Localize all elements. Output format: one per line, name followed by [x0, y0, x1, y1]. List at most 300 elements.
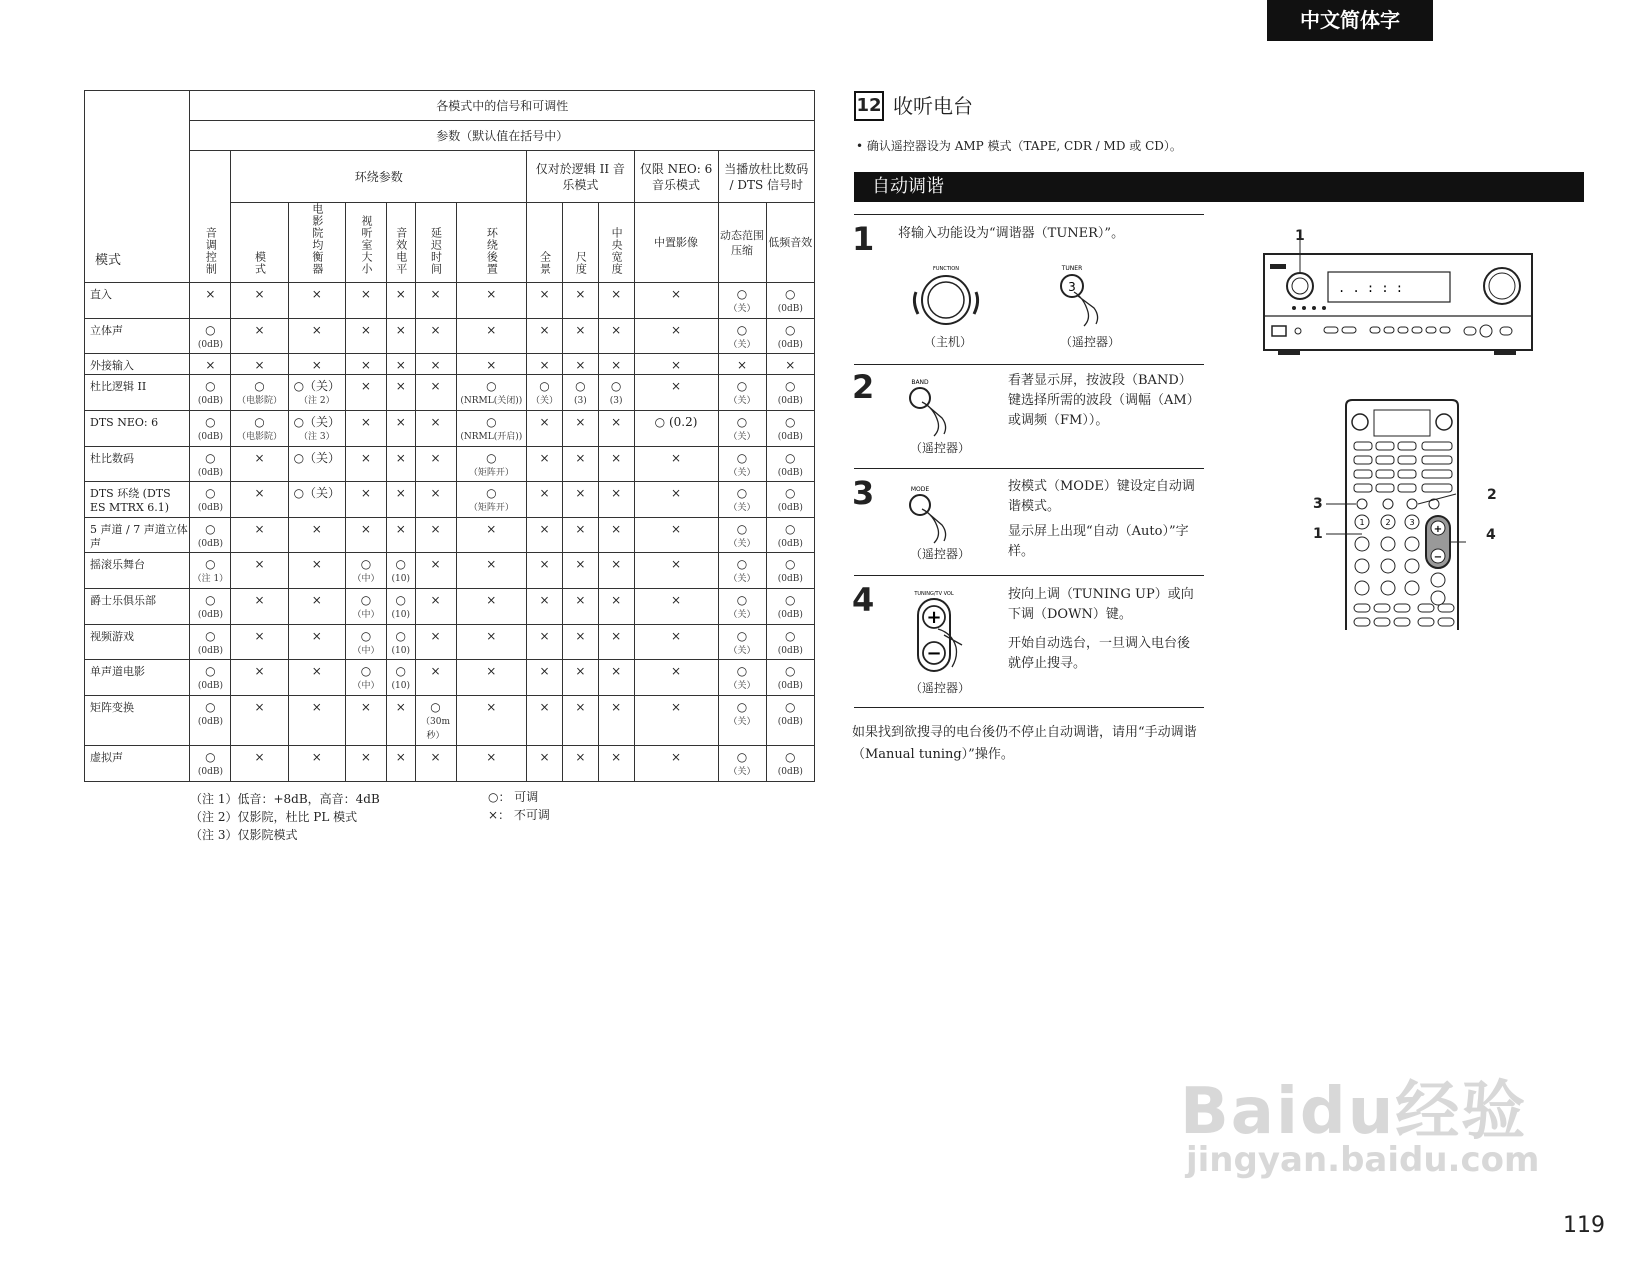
table-cell — [456, 589, 527, 625]
default-value: (0dB) — [777, 717, 803, 727]
mode-name: 虚拟声 — [85, 746, 190, 782]
default-value: （中） — [352, 645, 380, 656]
table-row — [85, 354, 815, 375]
table-cell — [527, 354, 563, 375]
default-value: (0dB) — [197, 538, 223, 549]
table-cell — [288, 553, 345, 589]
table-cell — [231, 624, 288, 660]
default-value: (0dB) — [777, 681, 803, 692]
adjustability-symbol: ○ — [736, 628, 748, 643]
adjustability-symbol: × — [430, 287, 441, 301]
table-cell — [562, 482, 598, 518]
divider — [854, 214, 1204, 215]
table-cell — [231, 482, 288, 518]
adjustability-symbol: ○ — [486, 486, 497, 501]
adjustability-symbol: ○（关） — [293, 486, 341, 501]
table-cell — [527, 589, 563, 625]
adjustability-symbol: × — [575, 486, 586, 501]
table-cell — [598, 446, 634, 482]
adjustability-symbol: ○ — [205, 521, 216, 536]
tuning-up-down-button-icon — [904, 589, 976, 677]
default-value: （关） — [728, 610, 756, 621]
adjustability-symbol: ○ — [360, 593, 372, 608]
table-cell — [718, 482, 766, 518]
default-value: (0dB) — [197, 681, 223, 692]
adjustability-symbol: × — [395, 486, 406, 501]
header-surround-back: 环绕後置 — [456, 203, 527, 283]
default-value: (0dB) — [777, 503, 803, 514]
table-row — [85, 589, 815, 625]
mode-name: 单声道电影 — [85, 660, 190, 696]
default-value: (0dB) — [777, 339, 803, 350]
table-cell — [766, 589, 814, 625]
adjustability-symbol: ○ — [785, 287, 796, 301]
table-cell — [386, 696, 415, 746]
adjustability-symbol: × — [539, 521, 550, 536]
adjustability-symbol: × — [575, 322, 586, 337]
table-cell — [598, 589, 634, 625]
mode-name: 直入 — [85, 283, 190, 319]
language-tab: 中文简体字 — [1267, 0, 1433, 41]
table-cell — [527, 482, 563, 518]
caption-remote: （遥控器） — [1059, 335, 1120, 349]
table-cell — [456, 624, 527, 660]
table-cell — [527, 283, 563, 319]
callout-label: 3 — [1313, 496, 1323, 512]
header-dolby-dts: 当播放杜比数码 / DTS 信号时 — [718, 151, 815, 203]
table-cell — [288, 589, 345, 625]
step-number: 2 — [852, 368, 875, 406]
svg-text:MODE: MODE — [910, 486, 930, 493]
divider — [854, 364, 1204, 365]
receiver-front-panel-diagram — [1258, 232, 1538, 362]
adjustability-symbol: × — [611, 628, 622, 643]
watermark-logo: Baidu经验 — [1180, 1075, 1528, 1149]
svg-text:1: 1 — [1359, 518, 1365, 527]
step-number: 4 — [852, 581, 875, 619]
adjustability-symbol: × — [611, 593, 622, 608]
table-cell — [562, 318, 598, 354]
adjustability-symbol: × — [360, 521, 371, 536]
adjustability-symbol: × — [486, 593, 497, 608]
step-text: 将输入功能设为“调谐器（TUNER）”。 — [898, 226, 1125, 241]
adjustability-symbol: ○ — [486, 379, 497, 394]
adjustability-symbol: ○ — [430, 700, 441, 714]
adjustability-symbol: × — [575, 358, 586, 373]
table-cell — [718, 283, 766, 319]
mode-button-icon — [906, 483, 966, 545]
adjustability-symbol: ○ — [785, 486, 796, 501]
table-cell — [190, 410, 231, 446]
divider — [854, 575, 1204, 576]
table-cell — [231, 589, 288, 625]
table-cell — [345, 696, 386, 746]
header-center-image: 中置影像 — [634, 203, 718, 283]
adjustability-symbol: × — [254, 664, 265, 679]
table-cell — [415, 446, 456, 482]
adjustability-symbol: × — [430, 750, 441, 765]
default-value: （30m 秒） — [421, 717, 451, 741]
header-effect-level: 音效电平 — [386, 203, 415, 283]
table-cell — [634, 746, 718, 782]
table-cell — [527, 446, 563, 482]
default-value: (0dB) — [777, 538, 803, 549]
default-value: (0dB) — [197, 503, 223, 514]
table-cell — [345, 283, 386, 319]
adjustability-symbol: × — [575, 750, 586, 765]
table-cell — [415, 375, 456, 411]
adjustability-symbol: × — [254, 700, 265, 714]
mode-name: 5 声道 / 7 声道立体声 — [85, 517, 190, 553]
table-cell — [562, 283, 598, 319]
default-value: （关） — [728, 681, 756, 692]
adjustability-symbol: × — [395, 414, 406, 429]
note-2: （注 2）仅影院，杜比 PL 模式 — [190, 810, 358, 824]
table-cell — [598, 410, 634, 446]
table-cell — [527, 553, 563, 589]
table-cell — [386, 624, 415, 660]
adjustability-symbol: ○ — [736, 521, 748, 536]
default-value: （关） — [728, 339, 756, 350]
adjustability-symbol: × — [539, 414, 550, 429]
default-value: （中） — [352, 681, 380, 692]
adjustability-symbol: × — [671, 750, 682, 765]
adjustability-symbol: × — [486, 557, 497, 572]
adjustability-symbol: × — [395, 287, 406, 301]
adjustability-symbol: × — [430, 557, 441, 572]
table-cell — [415, 589, 456, 625]
adjustability-symbol: ○ — [205, 700, 216, 714]
adjustability-symbol: × — [254, 287, 265, 301]
adjustability-symbol: × — [575, 414, 586, 429]
default-value: (0dB) — [777, 431, 803, 442]
table-cell — [598, 482, 634, 518]
adjustability-symbol: × — [395, 700, 406, 714]
adjustability-symbol: ○ — [539, 379, 550, 394]
adjustability-symbol: ○ — [785, 557, 796, 572]
table-cell — [288, 318, 345, 354]
adjustability-symbol: ○ — [736, 750, 748, 765]
default-value: (0dB) — [197, 467, 223, 478]
table-cell — [634, 410, 718, 446]
step-text: 显示屏上出现“自动（Auto）”字样。 — [1008, 524, 1189, 559]
default-value: (0dB) — [197, 610, 223, 621]
table-cell — [634, 354, 718, 375]
adjustability-symbol: × — [360, 414, 371, 429]
table-cell — [456, 746, 527, 782]
adjustability-symbol: × — [539, 593, 550, 608]
header-tone-control: 音调控制 — [190, 151, 231, 283]
table-cell — [562, 624, 598, 660]
default-value: （注 2） — [299, 396, 335, 407]
table-cell — [718, 696, 766, 746]
table-cell — [231, 746, 288, 782]
adjustability-symbol: ○ — [736, 322, 748, 337]
adjustability-symbol: × — [311, 287, 322, 301]
table-cell — [386, 553, 415, 589]
adjustability-symbol: ○ — [736, 593, 748, 608]
adjustability-symbol: × — [311, 322, 322, 337]
table-cell — [634, 624, 718, 660]
adjustability-symbol: ○（关） — [293, 379, 341, 394]
adjustability-symbol: × — [311, 358, 322, 373]
default-value: （关） — [728, 767, 756, 778]
default-value: (0dB) — [197, 339, 223, 350]
adjustability-symbol: × — [539, 700, 550, 714]
adjustability-symbol: ○ — [360, 557, 372, 572]
table-row — [85, 696, 815, 746]
default-value: （注 1） — [192, 574, 229, 585]
table-cell — [562, 553, 598, 589]
adjustability-symbol: ○ — [736, 557, 748, 572]
function-knob-icon — [904, 262, 988, 330]
default-value: (NRML(关闭)) — [460, 396, 523, 407]
table-cell — [527, 318, 563, 354]
adjustability-symbol: ○ — [575, 379, 586, 394]
svg-text:2: 2 — [1385, 518, 1391, 527]
adjustability-symbol: × — [671, 664, 682, 679]
step-text: 开始自动选台，一旦调入电台後就停止搜寻。 — [1008, 636, 1191, 671]
table-cell — [288, 624, 345, 660]
table-cell — [718, 446, 766, 482]
default-value: (0dB) — [197, 717, 223, 727]
table-cell — [190, 318, 231, 354]
adjustability-symbol: ○ — [785, 414, 796, 429]
table-cell — [634, 446, 718, 482]
adjustability-symbol: × — [311, 664, 322, 679]
default-value: (10) — [391, 645, 410, 656]
watermark-url: jingyan.baidu.com — [1186, 1140, 1540, 1180]
adjustability-symbol: × — [395, 521, 406, 536]
table-cell — [190, 283, 231, 319]
legend-adjustable: ○： 可调 — [488, 790, 539, 804]
table-cell — [231, 553, 288, 589]
table-cell — [345, 660, 386, 696]
table-cell — [766, 660, 814, 696]
table-cell — [766, 482, 814, 518]
table-cell — [718, 410, 766, 446]
tuner-button-icon — [1054, 262, 1114, 330]
adjustability-symbol: × — [575, 664, 586, 679]
table-cell — [415, 696, 456, 746]
adjustability-symbol: × — [671, 379, 682, 394]
svg-text:TUNER: TUNER — [1061, 265, 1083, 272]
table-cell — [415, 746, 456, 782]
table-cell — [766, 283, 814, 319]
table-cell — [190, 589, 231, 625]
default-value: （关） — [728, 645, 756, 656]
adjustability-symbol: × — [671, 486, 682, 501]
default-value: (0dB) — [197, 767, 223, 778]
adjustability-symbol: × — [360, 750, 371, 765]
table-cell — [415, 624, 456, 660]
table-notes — [190, 790, 380, 844]
adjustability-symbol: × — [486, 287, 497, 301]
table-cell — [288, 660, 345, 696]
table-cell — [527, 410, 563, 446]
table-cell — [415, 283, 456, 319]
mode-name: 爵士乐俱乐部 — [85, 589, 190, 625]
adjustability-symbol: × — [671, 358, 682, 373]
table-row — [85, 318, 815, 354]
table-cell — [386, 482, 415, 518]
table-cell — [386, 354, 415, 375]
table-cell — [562, 517, 598, 553]
table-cell — [345, 410, 386, 446]
adjustability-symbol: ○ — [205, 322, 216, 337]
table-cell — [456, 283, 527, 319]
default-value: （电影院） — [237, 431, 283, 442]
table-cell — [190, 375, 231, 411]
svg-text:+: + — [1433, 524, 1443, 535]
table-cell — [634, 696, 718, 746]
adjustability-symbol: ○ — [205, 414, 216, 429]
default-value: （注 3） — [299, 431, 335, 442]
default-value: (0dB) — [777, 767, 803, 778]
table-cell — [190, 553, 231, 589]
table-cell — [766, 446, 814, 482]
divider — [854, 707, 1204, 708]
table-cell — [456, 553, 527, 589]
table-cell — [386, 318, 415, 354]
table-cell — [634, 517, 718, 553]
table-cell — [456, 482, 527, 518]
table-cell — [598, 553, 634, 589]
adjustability-symbol: ○ — [785, 593, 796, 608]
table-row — [85, 746, 815, 782]
table-cell — [562, 410, 598, 446]
adjustability-symbol: × — [486, 358, 497, 373]
table-cell — [345, 375, 386, 411]
adjustability-symbol: × — [205, 287, 216, 301]
default-value: （中） — [352, 610, 380, 621]
default-value: （关） — [728, 467, 756, 478]
adjustability-symbol: × — [575, 557, 586, 572]
table-row — [85, 553, 815, 589]
baidu-watermark — [1180, 1040, 1560, 1180]
adjustability-symbol: × — [360, 287, 371, 301]
table-cell — [386, 746, 415, 782]
default-value: （关） — [728, 304, 756, 314]
table-row — [85, 375, 815, 411]
table-cell — [386, 660, 415, 696]
adjustability-symbol: × — [785, 358, 796, 373]
table-cell — [415, 517, 456, 553]
table-cell — [527, 660, 563, 696]
adjustability-symbol: × — [205, 358, 216, 373]
adjustability-symbol: ○ — [205, 593, 216, 608]
default-value: （矩阵开） — [468, 467, 514, 478]
adjustability-symbol: × — [611, 414, 622, 429]
adjustability-symbol: × — [671, 521, 682, 536]
adjustability-symbol: × — [486, 664, 497, 679]
default-value: （关） — [728, 396, 756, 407]
table-cell — [456, 517, 527, 553]
table-cell — [718, 660, 766, 696]
table-cell — [288, 283, 345, 319]
step-text: 按向上调（TUNING UP）或向下调（DOWN）键。 — [1008, 587, 1194, 622]
header-neo6-only: 仅限 NEO: 6 音乐模式 — [634, 151, 718, 203]
note-3: （注 3）仅影院模式 — [190, 828, 298, 842]
table-cell — [562, 375, 598, 411]
adjustability-symbol: ○ — [610, 379, 622, 394]
svg-text:+: + — [926, 607, 942, 628]
table-cell — [598, 354, 634, 375]
adjustability-symbol: × — [611, 358, 622, 373]
mode-name: 视频游戏 — [85, 624, 190, 660]
caption-remote: （遥控器） — [909, 681, 970, 695]
table-cell — [527, 624, 563, 660]
table-cell — [415, 410, 456, 446]
adjustability-symbol: × — [311, 628, 322, 643]
adjustability-symbol: × — [311, 521, 322, 536]
default-value: (0dB) — [777, 304, 803, 314]
default-value: (0dB) — [197, 645, 223, 656]
default-value: (0dB) — [197, 431, 223, 442]
adjustability-symbol: × — [575, 700, 586, 714]
adjustability-symbol: ○（关） — [293, 450, 341, 465]
adjustability-symbol: ○ — [205, 664, 216, 679]
adjustability-symbol: × — [254, 750, 265, 765]
table-cell — [345, 517, 386, 553]
adjustability-symbol: ○ — [395, 593, 406, 608]
adjustability-symbol: × — [254, 593, 265, 608]
table-cell — [386, 375, 415, 411]
adjustability-symbol: ○ — [486, 450, 497, 465]
table-cell — [562, 354, 598, 375]
table-cell — [231, 318, 288, 354]
adjustability-symbol: × — [430, 628, 441, 643]
default-value: （关） — [728, 717, 756, 727]
table-cell — [288, 746, 345, 782]
svg-text:. . : : :: . . : : : — [1338, 281, 1404, 295]
svg-text:TUNING/TV VOL: TUNING/TV VOL — [914, 591, 954, 597]
table-cell — [190, 660, 231, 696]
adjustability-symbol: ○ — [205, 750, 216, 765]
table-cell — [634, 589, 718, 625]
table-cell — [386, 517, 415, 553]
table-cell — [766, 696, 814, 746]
adjustability-symbol: × — [539, 322, 550, 337]
adjustability-symbol: × — [539, 664, 550, 679]
adjustability-symbol: ○ — [205, 379, 216, 394]
section-number: 12 — [854, 91, 884, 121]
table-cell — [598, 375, 634, 411]
adjustability-symbol: × — [254, 521, 265, 536]
adjustability-symbol: × — [311, 557, 322, 572]
default-value: （关） — [531, 396, 559, 407]
callout-label: 1 — [1295, 228, 1305, 244]
table-cell — [415, 482, 456, 518]
divider — [854, 468, 1204, 469]
adjustability-symbol: ○ (0.2) — [654, 414, 698, 429]
table-cell — [456, 354, 527, 375]
table-cell — [527, 696, 563, 746]
adjustability-symbol: ○ — [254, 414, 265, 429]
table-cell — [386, 283, 415, 319]
table-cell — [288, 446, 345, 482]
table-cell — [345, 446, 386, 482]
adjustability-symbol: × — [360, 486, 371, 501]
table-cell — [288, 517, 345, 553]
adjustability-symbol: × — [611, 486, 622, 501]
adjustability-symbol: ○（关） — [293, 414, 341, 429]
table-cell — [190, 482, 231, 518]
default-value: （关） — [728, 503, 756, 514]
adjustability-symbol: × — [254, 628, 265, 643]
adjustability-symbol: ○ — [785, 521, 796, 536]
table-cell — [231, 696, 288, 746]
